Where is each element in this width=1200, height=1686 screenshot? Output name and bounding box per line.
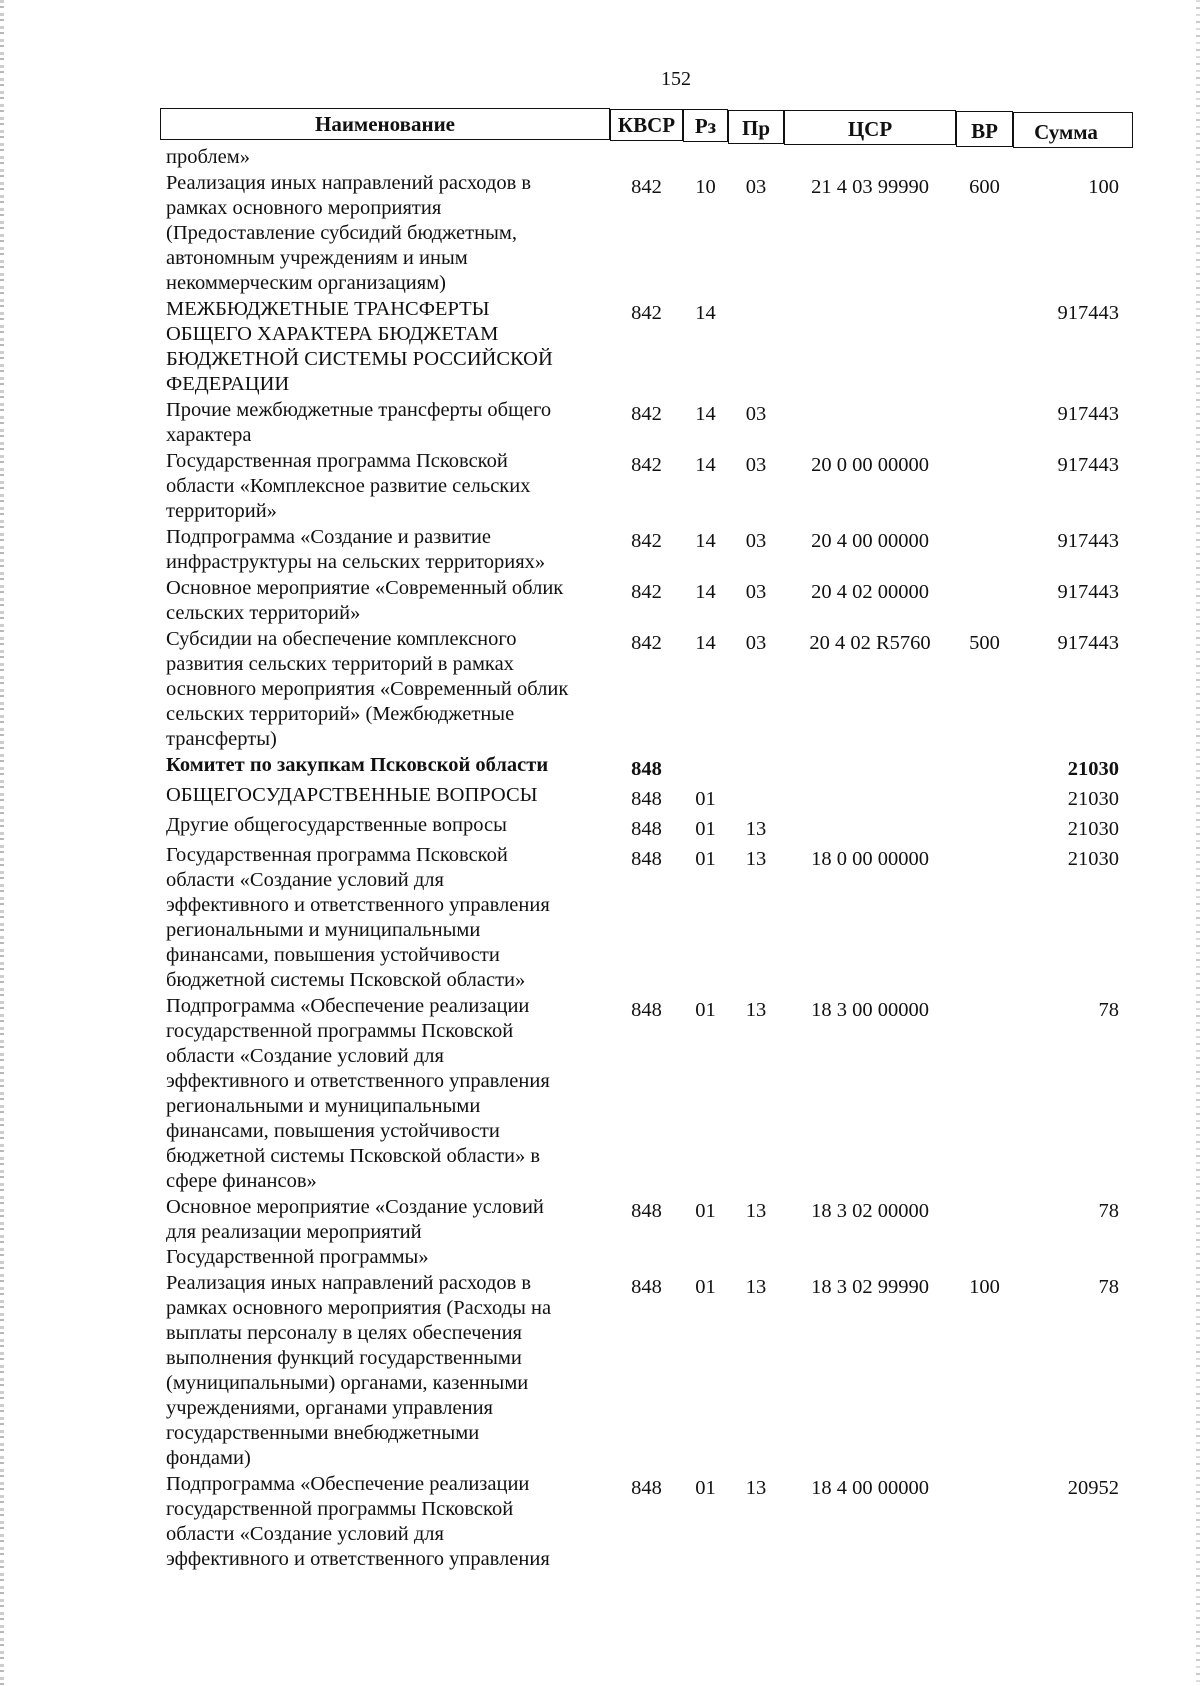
row-pr: 13 (745, 1477, 767, 1499)
row-vr (956, 1195, 1013, 1270)
row-name-line: сельских территорий» (166, 602, 361, 624)
row-rz: 01 (695, 788, 716, 810)
row-name-line: эффективного и ответственного управления (166, 894, 550, 916)
row-rz: 01 (695, 1200, 716, 1222)
row-name-line: инфраструктуры на сельских территориях» (166, 551, 546, 573)
row-vr: 100 (969, 1276, 1000, 1298)
row-name-line: сфере финансов» (166, 1170, 317, 1192)
row-name-line: Субсидии на обеспечение комплексного (166, 628, 517, 650)
row-csr (784, 297, 956, 397)
row-csr: 18 4 00 00000 (811, 1477, 929, 1499)
row-name (160, 1195, 610, 1270)
row-name-line: рамках основного мероприятия (166, 197, 442, 219)
row-sum: 917443 (1057, 632, 1119, 654)
row-sum: 78 (1098, 1200, 1119, 1222)
table-row (160, 145, 1136, 170)
row-pr: 13 (745, 1276, 767, 1298)
row-csr: 18 3 00 00000 (811, 999, 929, 1021)
row-name-line: области «Создание условий для (166, 1045, 444, 1067)
row-csr: 20 4 00 00000 (811, 530, 929, 552)
row-name (160, 398, 610, 448)
page-number: 152 (661, 68, 691, 90)
row-rz: 01 (695, 999, 716, 1021)
row-name-line: региональными и муниципальными (166, 919, 481, 941)
header-kvsr: КВСР (610, 109, 683, 141)
row-pr: 03 (745, 530, 767, 552)
table-row (160, 525, 1136, 575)
row-name (160, 843, 610, 993)
row-kvsr: 842 (631, 176, 662, 198)
row-name-line: БЮДЖЕТНОЙ СИСТЕМЫ РОССИЙСКОЙ (166, 348, 553, 370)
row-sum: 917443 (1057, 454, 1119, 476)
row-pr (728, 783, 784, 812)
row-name-line: некоммерческим организациям) (166, 272, 446, 294)
row-kvsr: 848 (631, 848, 662, 870)
row-pr: 03 (745, 403, 767, 425)
row-name-line: финансами, повышения устойчивости (166, 944, 500, 966)
row-csr (784, 753, 956, 782)
row-pr: 13 (745, 818, 767, 840)
row-vr (956, 1472, 1013, 1572)
row-name-line: основного мероприятия «Современный облик (166, 678, 569, 700)
row-vr (956, 525, 1013, 575)
row-sum: 78 (1098, 999, 1119, 1021)
row-sum: 21030 (1067, 848, 1119, 870)
row-pr (728, 297, 784, 397)
row-name-line: фондами) (166, 1447, 251, 1469)
table-row (160, 843, 1136, 993)
row-vr (956, 843, 1013, 993)
row-name (160, 449, 610, 524)
row-rz: 14 (695, 530, 716, 552)
row-pr: 03 (745, 632, 767, 654)
row-name-line: бюджетной системы Псковской области» в (166, 1145, 541, 1167)
row-name-line: ОБЩЕГОСУДАРСТВЕННЫЕ ВОПРОСЫ (166, 784, 538, 806)
row-csr (784, 813, 956, 842)
row-name-line: области «Создание условий для (166, 1523, 444, 1545)
row-name-line: Основное мероприятие «Современный облик (166, 577, 564, 599)
row-name-line: рамках основного мероприятия (Расходы на (166, 1297, 552, 1319)
row-name-line: учреждениями, органами управления (166, 1397, 493, 1419)
row-name-line: автономным учреждениям и иным (166, 247, 468, 269)
row-name-line: для реализации мероприятий (166, 1221, 422, 1243)
budget-table (160, 108, 1136, 1572)
row-name-line: Реализация иных направлений расходов в (166, 172, 532, 194)
row-name (160, 753, 610, 782)
row-name-line: (муниципальными) органами, казенными (166, 1372, 529, 1394)
row-pr: 13 (745, 999, 767, 1021)
row-csr: 20 4 02 00000 (811, 581, 929, 603)
row-rz: 14 (695, 632, 716, 654)
row-rz (683, 145, 728, 170)
row-name-line: государственной программы Псковской (166, 1020, 514, 1042)
row-name-line: проблем» (166, 146, 250, 168)
row-name-line: Прочие межбюджетные трансферты общего (166, 399, 552, 421)
row-name-line: эффективного и ответственного управления (166, 1070, 550, 1092)
row-vr (956, 753, 1013, 782)
row-csr: 21 4 03 99990 (811, 176, 929, 198)
row-name-line: финансами, повышения устойчивости (166, 1120, 500, 1142)
row-name (160, 994, 610, 1194)
table-row (160, 994, 1136, 1194)
row-rz (683, 753, 728, 782)
row-name (160, 171, 610, 296)
row-sum: 917443 (1057, 403, 1119, 425)
row-name (160, 813, 610, 842)
header-pr: Пр (728, 110, 784, 144)
row-kvsr: 848 (631, 1200, 662, 1222)
row-sum: 917443 (1057, 302, 1119, 324)
row-vr (956, 576, 1013, 626)
table-row (160, 297, 1136, 397)
row-kvsr: 848 (631, 1276, 662, 1298)
row-rz: 01 (695, 1276, 716, 1298)
row-name-line: выплаты персоналу в целях обеспечения (166, 1322, 522, 1344)
row-kvsr: 848 (631, 999, 662, 1021)
row-csr (784, 145, 956, 170)
row-name-line: Другие общегосударственные вопросы (166, 814, 507, 836)
table-row (160, 1195, 1136, 1270)
row-name (160, 297, 610, 397)
row-kvsr: 842 (631, 403, 662, 425)
row-sum: 917443 (1057, 581, 1119, 603)
row-name-line: ФЕДЕРАЦИИ (166, 373, 290, 395)
row-name-line: Подпрограмма «Обеспечение реализации (166, 995, 530, 1017)
row-rz: 10 (695, 176, 716, 198)
table-row (160, 449, 1136, 524)
row-kvsr: 848 (631, 1477, 662, 1499)
row-name-line: МЕЖБЮДЖЕТНЫЕ ТРАНСФЕРТЫ (166, 298, 490, 320)
row-csr: 18 0 00 00000 (811, 848, 929, 870)
row-name-line: (Предоставление субсидий бюджетным, (166, 222, 517, 244)
row-rz: 01 (695, 1477, 716, 1499)
table-body (160, 145, 1136, 1572)
row-name-line: характера (166, 424, 252, 446)
row-vr (956, 449, 1013, 524)
header-vr: ВР (956, 111, 1013, 147)
row-rz: 01 (695, 848, 716, 870)
row-pr: 13 (745, 848, 767, 870)
row-rz: 14 (695, 403, 716, 425)
table-row (160, 627, 1136, 752)
header-sum: Сумма (1013, 112, 1133, 148)
row-pr: 03 (745, 581, 767, 603)
row-vr (956, 813, 1013, 842)
row-name-line: Подпрограмма «Обеспечение реализации (166, 1473, 530, 1495)
row-kvsr: 848 (631, 818, 662, 840)
row-sum: 21030 (1067, 818, 1119, 840)
row-name (160, 525, 610, 575)
table-row (160, 576, 1136, 626)
header-rz: Рз (683, 109, 728, 142)
row-csr: 20 0 00 00000 (811, 454, 929, 476)
table-header (160, 108, 1136, 144)
row-name-line: государственной программы Псковской (166, 1498, 514, 1520)
row-vr (956, 297, 1013, 397)
row-name (160, 1271, 610, 1471)
row-sum: 21030 (1067, 758, 1119, 780)
row-name-line: Комитет по закупкам Псковской области (166, 754, 549, 776)
row-sum: 100 (1088, 176, 1119, 198)
row-kvsr: 842 (631, 581, 662, 603)
row-name-line: эффективного и ответственного управления (166, 1548, 550, 1570)
row-csr: 18 3 02 00000 (811, 1200, 929, 1222)
row-sum (1013, 145, 1133, 170)
row-name (160, 145, 610, 170)
row-name-line: выполнения функций государственными (166, 1347, 522, 1369)
row-csr (784, 398, 956, 448)
row-vr (956, 994, 1013, 1194)
row-name-line: Государственная программа Псковской (166, 450, 508, 472)
row-vr (956, 783, 1013, 812)
row-csr (784, 783, 956, 812)
table-row (160, 1271, 1136, 1471)
row-sum: 78 (1098, 1276, 1119, 1298)
row-vr (956, 398, 1013, 448)
header-csr: ЦСР (784, 110, 956, 145)
row-sum: 21030 (1067, 788, 1119, 810)
row-name-line: Государственной программы» (166, 1246, 429, 1268)
row-pr: 03 (745, 454, 767, 476)
row-name (160, 1472, 610, 1572)
row-kvsr: 848 (631, 758, 662, 780)
row-kvsr: 842 (631, 530, 662, 552)
row-pr: 13 (745, 1200, 767, 1222)
row-name-line: развития сельских территорий в рамках (166, 653, 514, 675)
row-name-line: территорий» (166, 500, 277, 522)
row-rz: 14 (695, 302, 716, 324)
row-kvsr: 842 (631, 302, 662, 324)
row-pr (728, 753, 784, 782)
row-name-line: трансферты) (166, 728, 277, 750)
row-name-line: Подпрограмма «Создание и развитие (166, 526, 491, 548)
row-name (160, 783, 610, 812)
header-name: Наименование (160, 108, 610, 140)
row-rz: 01 (695, 818, 716, 840)
row-name-line: области «Комплексное развитие сельских (166, 475, 531, 497)
row-kvsr: 848 (631, 788, 662, 810)
row-name-line: Основное мероприятие «Создание условий (166, 1196, 544, 1218)
row-name-line: бюджетной системы Псковской области» (166, 969, 526, 991)
row-kvsr: 842 (631, 632, 662, 654)
row-csr: 18 3 02 99990 (811, 1276, 929, 1298)
scan-edge-right (1196, 0, 1200, 1686)
row-name-line: области «Создание условий для (166, 869, 444, 891)
row-name-line: государственными внебюджетными (166, 1422, 480, 1444)
row-name (160, 576, 610, 626)
row-kvsr: 842 (631, 454, 662, 476)
table-row (160, 398, 1136, 448)
row-pr: 03 (745, 176, 767, 198)
table-row (160, 783, 1136, 812)
row-rz: 14 (695, 581, 716, 603)
row-name (160, 627, 610, 752)
row-pr (728, 145, 784, 170)
table-row (160, 753, 1136, 782)
row-name-line: ОБЩЕГО ХАРАКТЕРА БЮДЖЕТАМ (166, 323, 499, 345)
row-kvsr (610, 145, 683, 170)
row-csr: 20 4 02 R5760 (809, 632, 931, 654)
row-vr: 500 (969, 632, 1000, 654)
row-name-line: Государственная программа Псковской (166, 844, 508, 866)
row-name-line: Реализация иных направлений расходов в (166, 1272, 532, 1294)
row-name-line: региональными и муниципальными (166, 1095, 481, 1117)
table-row (160, 171, 1136, 296)
row-vr: 600 (969, 176, 1000, 198)
scan-edge-left (0, 0, 4, 1686)
table-row (160, 1472, 1136, 1572)
row-sum: 20952 (1067, 1477, 1119, 1499)
row-rz: 14 (695, 454, 716, 476)
row-name-line: сельских территорий» (Межбюджетные (166, 703, 515, 725)
table-row (160, 813, 1136, 842)
row-sum: 917443 (1057, 530, 1119, 552)
row-vr (956, 145, 1013, 170)
